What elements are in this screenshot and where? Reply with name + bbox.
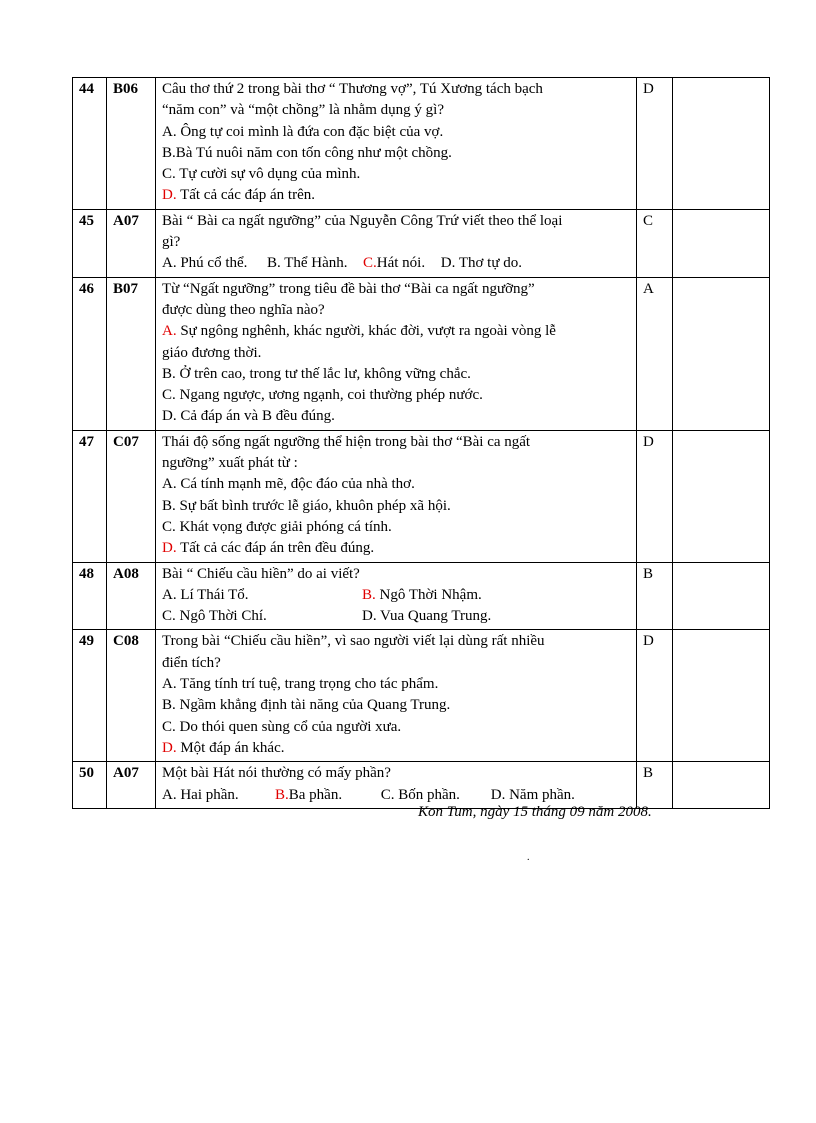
text-segment: D. Cả đáp án và B đều đúng. [162, 408, 335, 425]
notes-cell [673, 562, 770, 630]
answer-cell: B [637, 562, 673, 630]
answer-cell: D [637, 78, 673, 210]
question-number: 45 [73, 209, 107, 277]
text-segment: gì? [162, 234, 181, 251]
question-content [156, 630, 637, 762]
answer-key-letter: D. [162, 187, 177, 204]
text-segment: Một đáp án khác. [176, 739, 285, 756]
question-content [156, 562, 637, 630]
question-line [162, 364, 636, 385]
question-line [162, 564, 636, 585]
text-segment: A. Cá tính mạnh mẽ, độc đáo của nhà thơ. [162, 476, 415, 493]
answer-key-letter: A. [162, 323, 177, 340]
question-row [73, 762, 770, 809]
answer-key-letter: B. [362, 586, 376, 603]
question-line [162, 185, 636, 206]
text-segment: A. Lí Thái Tổ. [162, 586, 249, 603]
text-segment: Bài “ Chiếu cầu hiền” do ai viết? [162, 565, 360, 582]
text-segment: C. Do thói quen sùng cổ của người xưa. [162, 718, 402, 735]
notes-cell [673, 277, 770, 430]
text-segment: Tất cả các đáp án trên đều đúng. [176, 540, 375, 557]
question-line [162, 164, 636, 185]
text-segment: Ba phần. [288, 786, 343, 803]
question-row [73, 209, 770, 277]
question-code: A08 [107, 562, 156, 630]
answer-key-letter: C. [363, 255, 377, 272]
text-segment: C. Bốn phần. [380, 786, 460, 803]
question-line [162, 279, 636, 300]
question-number: 44 [73, 78, 107, 210]
text-segment: Ngô Thời Nhậm. [375, 586, 482, 603]
text-segment: B. Ở trên cao, trong tư thế lắc lư, không vững chắc. [162, 365, 471, 382]
question-content [156, 209, 637, 277]
answer-cell: B [637, 762, 673, 809]
question-table-body [73, 78, 770, 809]
text-segment: A. Hai phần. [162, 786, 239, 803]
question-code: B07 [107, 277, 156, 430]
question-line [162, 695, 636, 716]
question-line [162, 321, 636, 342]
question-code: A07 [107, 209, 156, 277]
question-line [162, 432, 636, 453]
text-segment: B. Ngầm khẳng định tài năng của Quang Trung. [162, 697, 451, 714]
question-number: 46 [73, 277, 107, 430]
text-segment: A. Tăng tính trí tuệ, trang trọng cho tác phẩm. [162, 676, 439, 693]
text-segment: B. Thể Hành. [267, 255, 348, 272]
notes-cell [673, 630, 770, 762]
question-code: C07 [107, 430, 156, 562]
question-row [73, 430, 770, 562]
notes-cell [673, 209, 770, 277]
question-line [162, 232, 636, 253]
text-segment: Thái độ sống ngất ngưỡng thể hiện trong bài thơ “Bài ca ngất [162, 433, 531, 450]
question-line [162, 496, 636, 517]
text-segment: C. Ngô Thời Chí. [162, 608, 267, 625]
answer-key-letter: B. [275, 786, 289, 803]
question-line [162, 738, 636, 759]
text-segment: D. Thơ tự do. [440, 255, 522, 272]
text-segment: được dùng theo nghĩa nào? [162, 301, 325, 318]
text-segment: A. Ông tự coi mình là đứa con đặc biệt của vợ. [162, 123, 444, 140]
question-number: 50 [73, 762, 107, 809]
question-line [162, 122, 636, 143]
text-segment: C. Tự cười sự vô dụng của mình. [162, 166, 361, 183]
question-row [73, 78, 770, 210]
text-segment: A. Phú cổ thể. [162, 255, 248, 272]
question-line [162, 674, 636, 695]
text-segment: Bài “ Bài ca ngất ngưỡng” của Nguyễn Công Trứ viết theo thể loại [162, 212, 563, 229]
text-segment: giáo đương thời. [162, 344, 262, 361]
answer-cell: C [637, 209, 673, 277]
text-segment: ngưỡng” xuất phát từ : [162, 455, 298, 472]
text-segment: điển tích? [162, 654, 221, 671]
question-line [162, 343, 636, 364]
question-line [162, 538, 636, 559]
question-content [156, 430, 637, 562]
text-segment: C. Ngang ngược, ương ngạnh, coi thường phép nước. [162, 387, 483, 404]
question-table [72, 77, 770, 809]
answer-cell: D [637, 630, 673, 762]
text-segment: “năm con” và “một chồng” là nhằm dụng ý gì? [162, 102, 444, 119]
question-row [73, 562, 770, 630]
question-line [162, 143, 636, 164]
question-code: B06 [107, 78, 156, 210]
question-line [162, 517, 636, 538]
notes-cell [673, 430, 770, 562]
text-segment: D. Năm phần. [490, 786, 575, 803]
question-row [73, 630, 770, 762]
text-segment: Sự ngông nghênh, khác người, khác đời, vượt ra ngoài vòng lễ [176, 323, 556, 340]
text-segment: Câu thơ thứ 2 trong bài thơ “ Thương vợ”, Tú Xương tách bạch [162, 81, 543, 97]
answer-cell: A [637, 277, 673, 430]
question-line [162, 253, 636, 274]
text-segment: D. Vua Quang Trung. [362, 608, 492, 625]
answer-key-letter: D. [162, 540, 177, 557]
question-code: C08 [107, 630, 156, 762]
question-number: 48 [73, 562, 107, 630]
question-code: A07 [107, 762, 156, 809]
text-segment: C. Khát vọng được giải phóng cá tính. [162, 518, 392, 535]
text-segment: Tất cả các đáp án trên. [176, 187, 315, 204]
text-segment: Hát nói. [376, 255, 426, 272]
question-row [73, 277, 770, 430]
question-content [156, 762, 637, 809]
question-line [162, 763, 636, 784]
question-line [162, 453, 636, 474]
question-line [162, 585, 636, 606]
text-segment: B. Sự bất bình trước lễ giáo, khuôn phép xã hội. [162, 497, 451, 514]
question-line [162, 653, 636, 674]
question-line [162, 606, 636, 627]
question-line [162, 785, 636, 806]
question-line [162, 300, 636, 321]
question-number: 49 [73, 630, 107, 762]
question-line [162, 100, 636, 121]
question-line [162, 211, 636, 232]
question-content [156, 78, 637, 210]
question-content [156, 277, 637, 430]
text-segment: B.Bà Tú nuôi năm con tốn công như một chồng. [162, 144, 452, 161]
answer-cell: D [637, 430, 673, 562]
answer-key-letter: D. [162, 739, 177, 756]
question-line [162, 631, 636, 652]
text-segment: Một bài Hát nói thường có mấy phần? [162, 765, 391, 782]
question-line [162, 79, 636, 100]
question-line [162, 385, 636, 406]
notes-cell [673, 78, 770, 210]
footer-date: Kon Tum, ngày 15 tháng 09 năm 2008. [418, 804, 652, 820]
text-segment: Từ “Ngất ngưỡng” trong tiêu đề bài thơ “Bài ca ngất ngưỡng” [162, 280, 535, 297]
notes-cell [673, 762, 770, 809]
question-line [162, 406, 636, 427]
stray-dot: . [527, 852, 530, 863]
question-line [162, 474, 636, 495]
question-line [162, 717, 636, 738]
text-segment: Trong bài “Chiếu cầu hiền”, vì sao người viết lại dùng rất nhiều [162, 633, 545, 650]
question-number: 47 [73, 430, 107, 562]
